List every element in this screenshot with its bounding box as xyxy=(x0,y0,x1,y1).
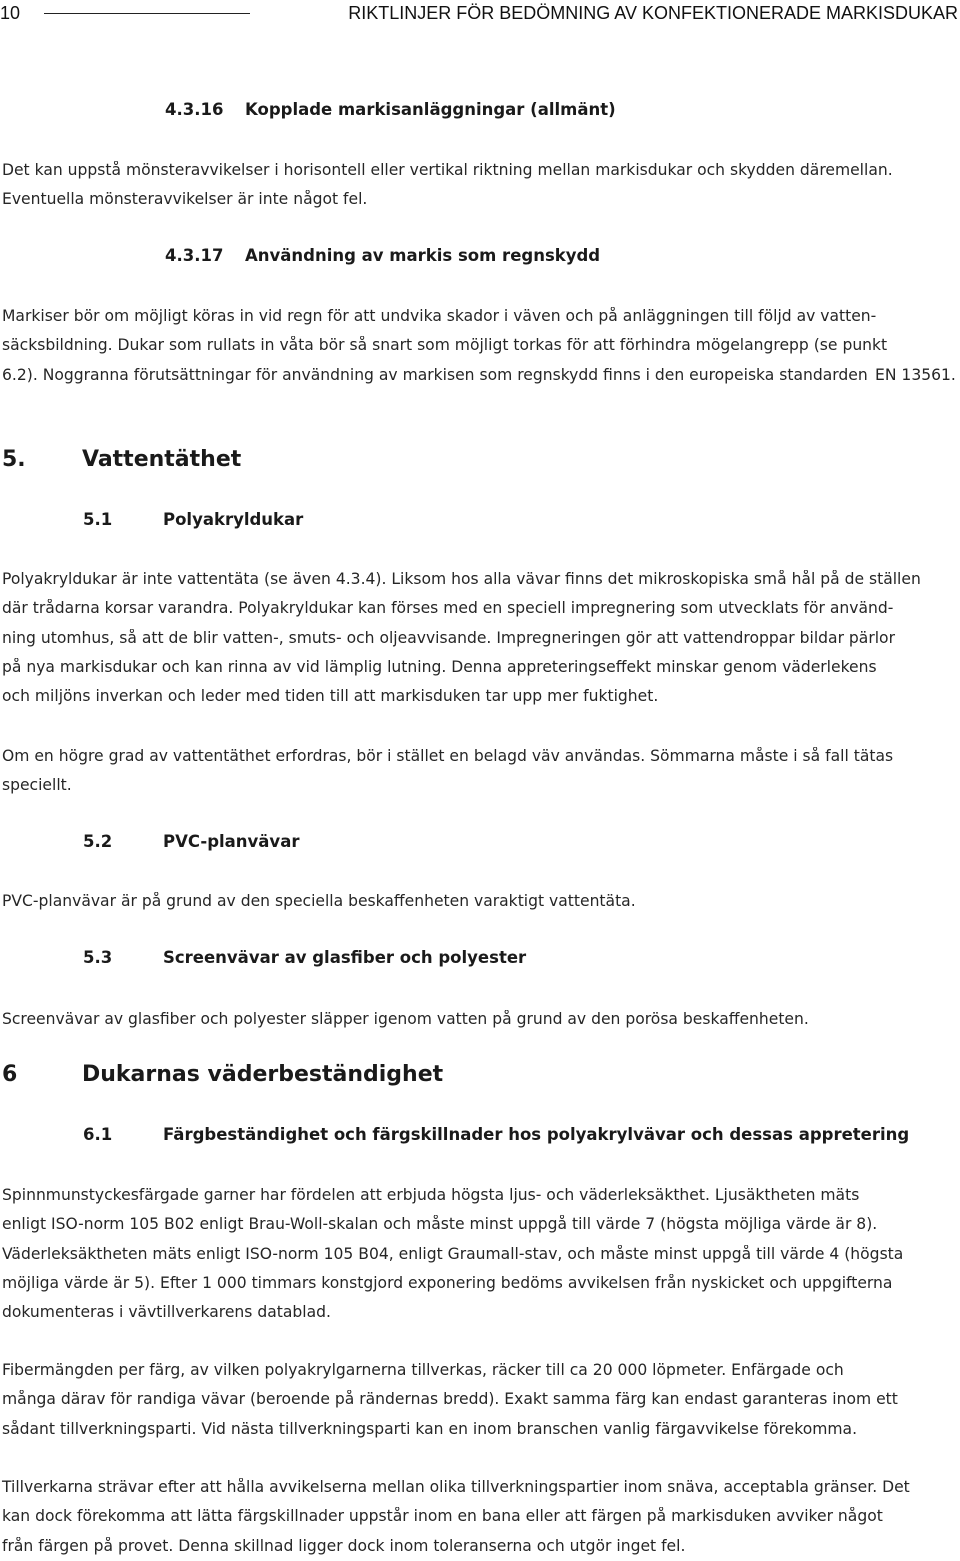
text-line: Fibermängden per färg, av vilken polyakrylgarnerna tillverkas, räcker till ca 20 000 löpmeter. Enfärgade och xyxy=(2,1361,844,1379)
heading-4-3-17 xyxy=(165,246,865,268)
paragraph-4-3-16 xyxy=(2,156,960,215)
text-line: 6.2). Noggranna förutsättningar för användning av markisen som regnskydd finns i den europeiska standarden xyxy=(2,365,868,384)
heading-number: 5.2 xyxy=(83,832,113,851)
text-line: sådant tillverkningsparti. Vid nästa tillverkningsparti kan en inom branschen vanlig färgavvikelse förekomma. xyxy=(2,1419,858,1438)
heading-number: 6 xyxy=(2,1062,18,1087)
heading-4-3-16 xyxy=(165,100,865,122)
text-line: kan dock förekomma att lätta färgskillnader uppstår inom en bana eller att färgen på markisduken avviker något xyxy=(2,1507,883,1526)
header-rule xyxy=(44,13,250,14)
text-line: Eventuella mönsteravvikelser är inte något fel. xyxy=(2,190,368,209)
text-line: på nya markisdukar och kan rinna av vid lämplig lutning. Denna appreteringseffekt minskar genom väderlekens xyxy=(2,657,877,676)
heading-5 xyxy=(2,447,602,477)
text-line: och miljöns inverkan och leder med tiden till att markisduken tar upp mer fuktighet. xyxy=(2,687,659,706)
paragraph-4-3-17 xyxy=(2,302,960,390)
heading-title: Vattentäthet xyxy=(82,447,242,472)
text-line: säcksbildning. Dukar som rullats in våta bör så snart som möjligt torkas för att förhindra mögelangrepp (se punkt xyxy=(2,336,888,355)
paragraph-5-1-a xyxy=(2,565,960,711)
heading-title: Användning av markis som regnskydd xyxy=(245,246,601,265)
heading-title: Dukarnas väderbeständighet xyxy=(82,1062,444,1087)
heading-number: 4.3.16 xyxy=(165,100,224,119)
heading-title: Kopplade markisanläggningar (allmänt) xyxy=(245,100,616,119)
heading-number: 6.1 xyxy=(83,1125,113,1144)
text-line: EN 13561. xyxy=(874,365,956,384)
heading-6 xyxy=(2,1062,702,1092)
text-line: Markiser bör om möjligt köras in vid regn för att undvika skador i väven och på anläggningen till följd av vatten- xyxy=(2,307,877,325)
paragraph-6-1-c xyxy=(2,1473,960,1561)
text-line: Polyakryldukar är inte vattentäta (se även 4.3.4). Liksom hos alla vävar finns det mikroskopiska små hål på de ställen xyxy=(2,570,921,588)
text-line: speciellt. xyxy=(2,776,72,795)
text-line: från färgen på provet. Denna skillnad ligger dock inom toleranserna och utgör inget fel. xyxy=(2,1536,686,1555)
heading-number: 5.1 xyxy=(83,510,113,529)
heading-title: Färgbeständighet och färgskillnader hos polyakrylvävar och dessas appretering xyxy=(163,1125,910,1144)
text-line: Det kan uppstå mönsteravvikelser i horisontell eller vertikal riktning mellan markisdukar och skydden däremellan. xyxy=(2,161,893,179)
text-line: många därav för randiga vävar (beroende på rändernas bredd). Exakt samma färg kan endast garanteras inom ett xyxy=(2,1390,898,1409)
text-line: Om en högre grad av vattentäthet erfordras, bör i stället en belagd väv användas. Sömmarna måste i så fall tätas xyxy=(2,747,894,765)
text-line: Tillverkarna strävar efter att hålla avvikelserna mellan olika tillverkningspartier inom snäva, acceptabla gränser. Det xyxy=(2,1478,910,1496)
paragraph-5-3 xyxy=(2,1005,960,1034)
text-line: PVC-planvävar är på grund av den speciella beskaffenheten varaktigt vattentäta. xyxy=(2,892,636,910)
heading-number: 5. xyxy=(2,447,26,472)
heading-5-2 xyxy=(83,832,783,854)
page-number: 10 xyxy=(0,3,21,23)
paragraph-6-1-a xyxy=(2,1181,960,1327)
heading-title: PVC-planvävar xyxy=(163,832,300,851)
text-line: Screenvävar av glasfiber och polyester släpper igenom vatten på grund av den porösa beskaffenheten. xyxy=(2,1010,809,1028)
heading-number: 5.3 xyxy=(83,948,113,967)
text-line: dokumenteras i vävtillverkarens datablad. xyxy=(2,1303,331,1322)
paragraph-6-1-b xyxy=(2,1356,960,1444)
heading-5-3 xyxy=(83,948,783,970)
heading-5-1 xyxy=(83,510,783,532)
text-line: enligt ISO-norm 105 B02 enligt Brau-Woll-skalan och måste minst uppgå till värde 7 (högsta möjliga värde är 8). xyxy=(2,1215,878,1234)
heading-6-1 xyxy=(83,1125,953,1147)
text-line: där trådarna korsar varandra. Polyakryldukar kan förses med en speciell impregnering som utvecklats för använd- xyxy=(2,599,894,618)
heading-title: Screenvävar av glasfiber och polyester xyxy=(163,948,527,967)
text-line: möjliga värde är 5). Efter 1 000 timmars konstgjord exponering bedöms avvikelsen från nyskicket och uppgifterna xyxy=(2,1273,893,1292)
paragraph-5-1-b xyxy=(2,742,960,801)
paragraph-5-2 xyxy=(2,887,960,916)
text-line: Väderleksäktheten mäts enligt ISO-norm 105 B04, enligt Graumall-stav, och måste minst uppgå till värde 4 (högsta xyxy=(2,1244,904,1263)
running-header-title: RIKTLINJER FÖR BEDÖMNING AV KONFEKTIONERADE MARKISDUKAR xyxy=(348,3,958,23)
text-line: Spinnmunstyckesfärgade garner har fördelen att erbjuda högsta ljus- och väderleksäkthet. Ljusäktheten mäts xyxy=(2,1186,860,1204)
heading-number: 4.3.17 xyxy=(165,246,224,265)
heading-title: Polyakryldukar xyxy=(163,510,304,529)
text-line: ning utomhus, så att de blir vatten-, smuts- och oljeavvisande. Impregneringen gör att vattendroppar bildar pärlor xyxy=(2,628,895,647)
